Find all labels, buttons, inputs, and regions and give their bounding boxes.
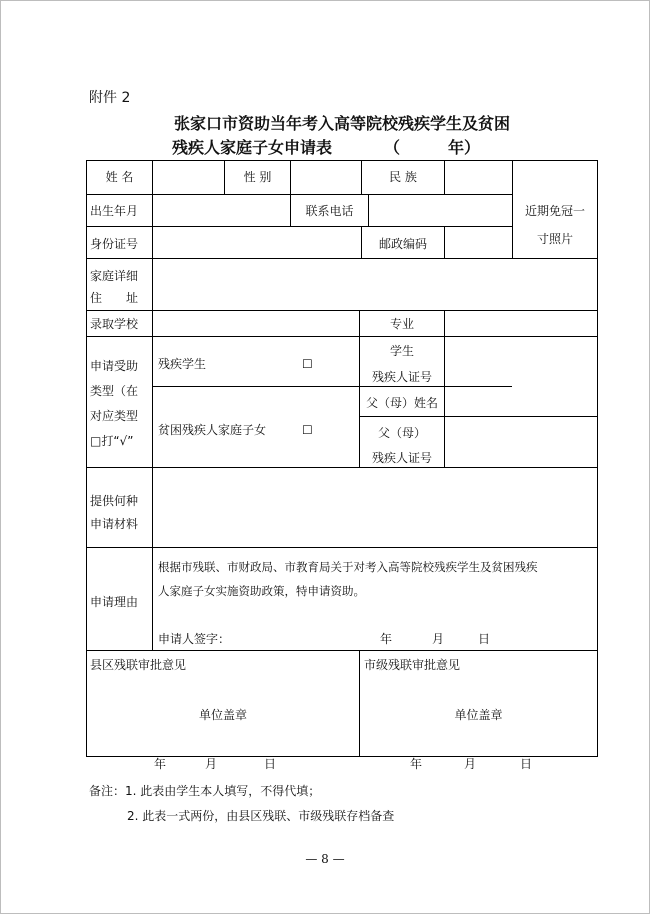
gender-field[interactable]: [291, 161, 361, 194]
form-title-line2: 残疾人家庭子女申请表: [172, 138, 333, 157]
county-date-day: 日: [264, 757, 277, 771]
student-cert-field[interactable]: [445, 337, 597, 386]
reason-date-year: 年: [380, 632, 393, 646]
id-number-field[interactable]: [153, 227, 361, 258]
birth-field[interactable]: [153, 195, 290, 226]
parent-cert-field[interactable]: [445, 417, 597, 467]
materials-field[interactable]: [153, 468, 597, 547]
phone-label: 联系电话: [305, 204, 354, 218]
reason-text-line1: 根据市残联、市财政局、市教育局关于对考入高等院校残疾学生及贫困残疾: [158, 560, 538, 574]
attachment-label: 附件 2: [89, 90, 131, 106]
ethnicity-field[interactable]: [445, 161, 512, 194]
county-date-year: 年: [154, 757, 167, 771]
school-field[interactable]: [153, 311, 359, 336]
aid-type-label-line1: 申请受助: [90, 359, 139, 373]
note-1: 备注：1. 此表由学生本人填写，不得代填；: [89, 784, 321, 798]
name-label: 姓 名: [105, 170, 134, 184]
form-title-year: （ 年）: [384, 138, 481, 157]
address-label-line2: 住 址: [90, 291, 139, 305]
city-date-day: 日: [520, 757, 533, 771]
city-date-month: 月: [464, 757, 477, 771]
county-seal-label: 单位盖章: [198, 708, 247, 722]
parent-name-label: 父（母）姓名: [365, 396, 438, 410]
option-poor-family-child: 贫困残疾人家庭子女: [158, 423, 267, 437]
reason-date-day: 日: [478, 632, 491, 646]
postcode-field[interactable]: [445, 227, 512, 258]
gender-label: 性 别: [243, 170, 272, 184]
signature-label: 申请人签字：: [158, 632, 231, 646]
city-seal-label: 单位盖章: [454, 708, 503, 722]
aid-type-label-line4: □打“√”: [90, 434, 134, 448]
reason-label: 申请理由: [90, 595, 139, 609]
signature-field[interactable]: [232, 628, 372, 648]
postcode-label: 邮政编码: [378, 237, 427, 251]
reason-text-line2: 人家庭子女实施资助政策，特申请资助。: [158, 584, 365, 598]
name-field[interactable]: [153, 161, 224, 194]
reason-date-month: 月: [432, 632, 445, 646]
county-opinion-label: 县区残联审批意见: [90, 658, 187, 672]
photo-label-line2: 寸照片: [536, 232, 573, 246]
note-2: 2. 此表一式两份，由县区残联、市级残联存档备查: [127, 809, 395, 823]
city-date-year: 年: [410, 757, 423, 771]
photo-label-line1: 近期免冠一: [524, 204, 585, 218]
major-label: 专业: [389, 317, 414, 331]
materials-label-line1: 提供何种: [90, 494, 139, 508]
ethnicity-label: 民 族: [389, 170, 417, 184]
county-date-month: 月: [205, 757, 218, 771]
materials-label-line2: 申请材料: [90, 517, 139, 531]
parent-cert-label-line1: 父（母）: [377, 426, 426, 440]
aid-type-label-line2: 类型（在: [90, 384, 139, 398]
birth-label: 出生年月: [90, 204, 139, 218]
phone-field[interactable]: [369, 195, 512, 226]
school-label: 录取学校: [90, 317, 139, 331]
parent-name-field[interactable]: [445, 387, 597, 416]
checkbox-poor-family-child[interactable]: ☐: [302, 423, 313, 437]
major-field[interactable]: [445, 311, 597, 336]
id-number-label: 身份证号: [90, 237, 139, 251]
page-number: — 8 —: [305, 852, 345, 866]
address-field[interactable]: [153, 259, 597, 310]
student-cert-label-line1: 学生: [389, 344, 414, 358]
form-title-line1: 张家口市资助当年考入高等院校残疾学生及贫困: [173, 114, 510, 133]
option-disabled-student: 残疾学生: [158, 357, 207, 371]
city-opinion-label: 市级残联审批意见: [364, 658, 461, 672]
parent-cert-label-line2: 残疾人证号: [371, 451, 432, 465]
student-cert-label-line2: 残疾人证号: [371, 370, 432, 384]
address-label-line1: 家庭详细: [90, 269, 139, 283]
aid-type-label-line3: 对应类型: [90, 409, 139, 423]
checkbox-disabled-student[interactable]: ☐: [302, 357, 313, 371]
